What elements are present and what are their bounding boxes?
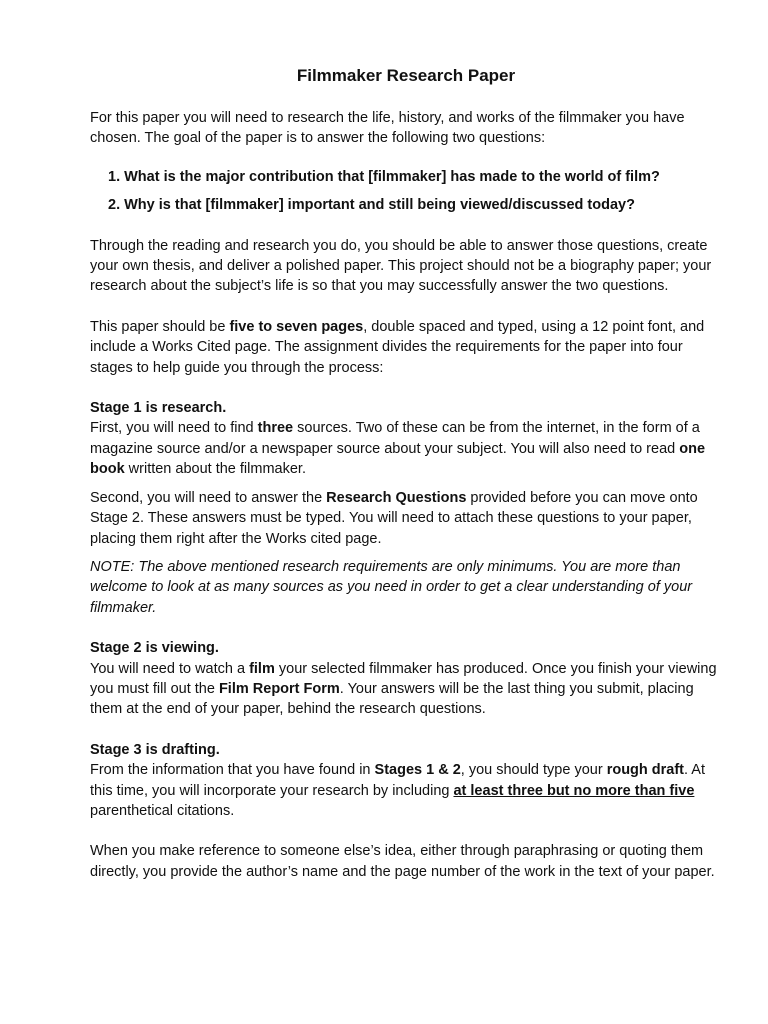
stage2-text-a: You will need to watch a — [90, 660, 250, 677]
thesis-paragraph: Through the reading and research you do, you should be able to answer those questions, create your own thesis, and deliver a polished paper. This project should not be a biography paper; your research about the subject’s life is so that you may successfully answer the two questions. — [90, 237, 712, 295]
stage3-text-c: , you should type your — [460, 762, 607, 779]
stage1-text-c: sources. Two of these can be from the internet, in the form of a magazine source and/or a newspaper source about your subject. You will also need to read — [90, 420, 700, 457]
stage1-p2-text-a: Second, you will need to answer the — [90, 489, 327, 506]
stage3-text-g: parenthetical citations. — [90, 802, 235, 819]
stage3-heading: Stage 3 is drafting. — [90, 741, 220, 758]
stage1-p2-text-c: provided before you can move onto Stage 2. These answers must be typed. You will need to attach these questions to your paper, placing them right after the Works cited page. — [90, 489, 698, 547]
stage1-paragraph-2 — [90, 488, 722, 549]
format-text-a: This paper should be — [90, 318, 230, 335]
stage3-paragraph — [90, 760, 722, 821]
stages-emphasis: Stages 1 & 2 — [374, 762, 461, 779]
citation-count-emphasis: at least three but no more than five — [453, 782, 695, 799]
stage1-heading: Stage 1 is research. — [90, 400, 227, 417]
question-item-2: 2. Why is that [filmmaker] important and still being viewed/discussed today? — [108, 197, 635, 214]
film-report-form-emphasis: Film Report Form — [218, 680, 340, 697]
intro-paragraph: For this paper you will need to research the life, history, and works of the filmmaker you have chosen. The goal of the paper is to answer the following two questions: — [90, 110, 685, 147]
stage1-paragraph-1 — [90, 418, 722, 479]
format-text-c: , double spaced and typed, using a 12 point font, and include a Works Cited page. The assignment divides the requirements for the paper into four stages to help guide you through the process: — [90, 318, 705, 376]
stage3-text-a: From the information that you have found in — [90, 762, 375, 779]
page-title: Filmmaker Research Paper — [296, 66, 516, 85]
format-paragraph — [90, 317, 722, 378]
questions-list — [90, 167, 722, 216]
stage2-text-c: your selected filmmaker has produced. Once you finish your viewing you must fill out the — [90, 660, 717, 697]
one-book-emphasis: one book — [90, 440, 706, 478]
page-length-emphasis: five to seven pages — [229, 318, 364, 335]
question-item-1: 1. What is the major contribution that [filmmaker] has made to the world of film? — [108, 168, 660, 185]
stage1-note: NOTE: The above mentioned research requirements are only minimums. You are more than welcome to look at as many sources as you need in order to get a clear understanding of your filmmaker. — [90, 558, 693, 616]
film-emphasis: film — [249, 660, 275, 677]
rough-draft-emphasis: rough draft — [606, 762, 685, 779]
research-questions-emphasis: Research Questions — [326, 489, 467, 506]
reference-paragraph: When you make reference to someone else’s idea, either through paraphrasing or quoting them directly, you provide the author’s name and the page number of the work in the text of your paper. — [90, 843, 715, 880]
stage1-text-e: written about the filmmaker. — [124, 461, 306, 478]
stage1-text-a: First, you will need to find — [90, 420, 258, 437]
sources-count-emphasis: three — [257, 420, 294, 437]
stage2-text-e: . Your answers will be the last thing you submit, placing them at the end of your paper, behind the research questions. — [90, 680, 694, 718]
stage3-text-e: . At this time, you will incorporate your research by including — [90, 762, 705, 799]
stage2-paragraph — [90, 659, 722, 720]
stage2-heading: Stage 2 is viewing. — [90, 640, 219, 657]
